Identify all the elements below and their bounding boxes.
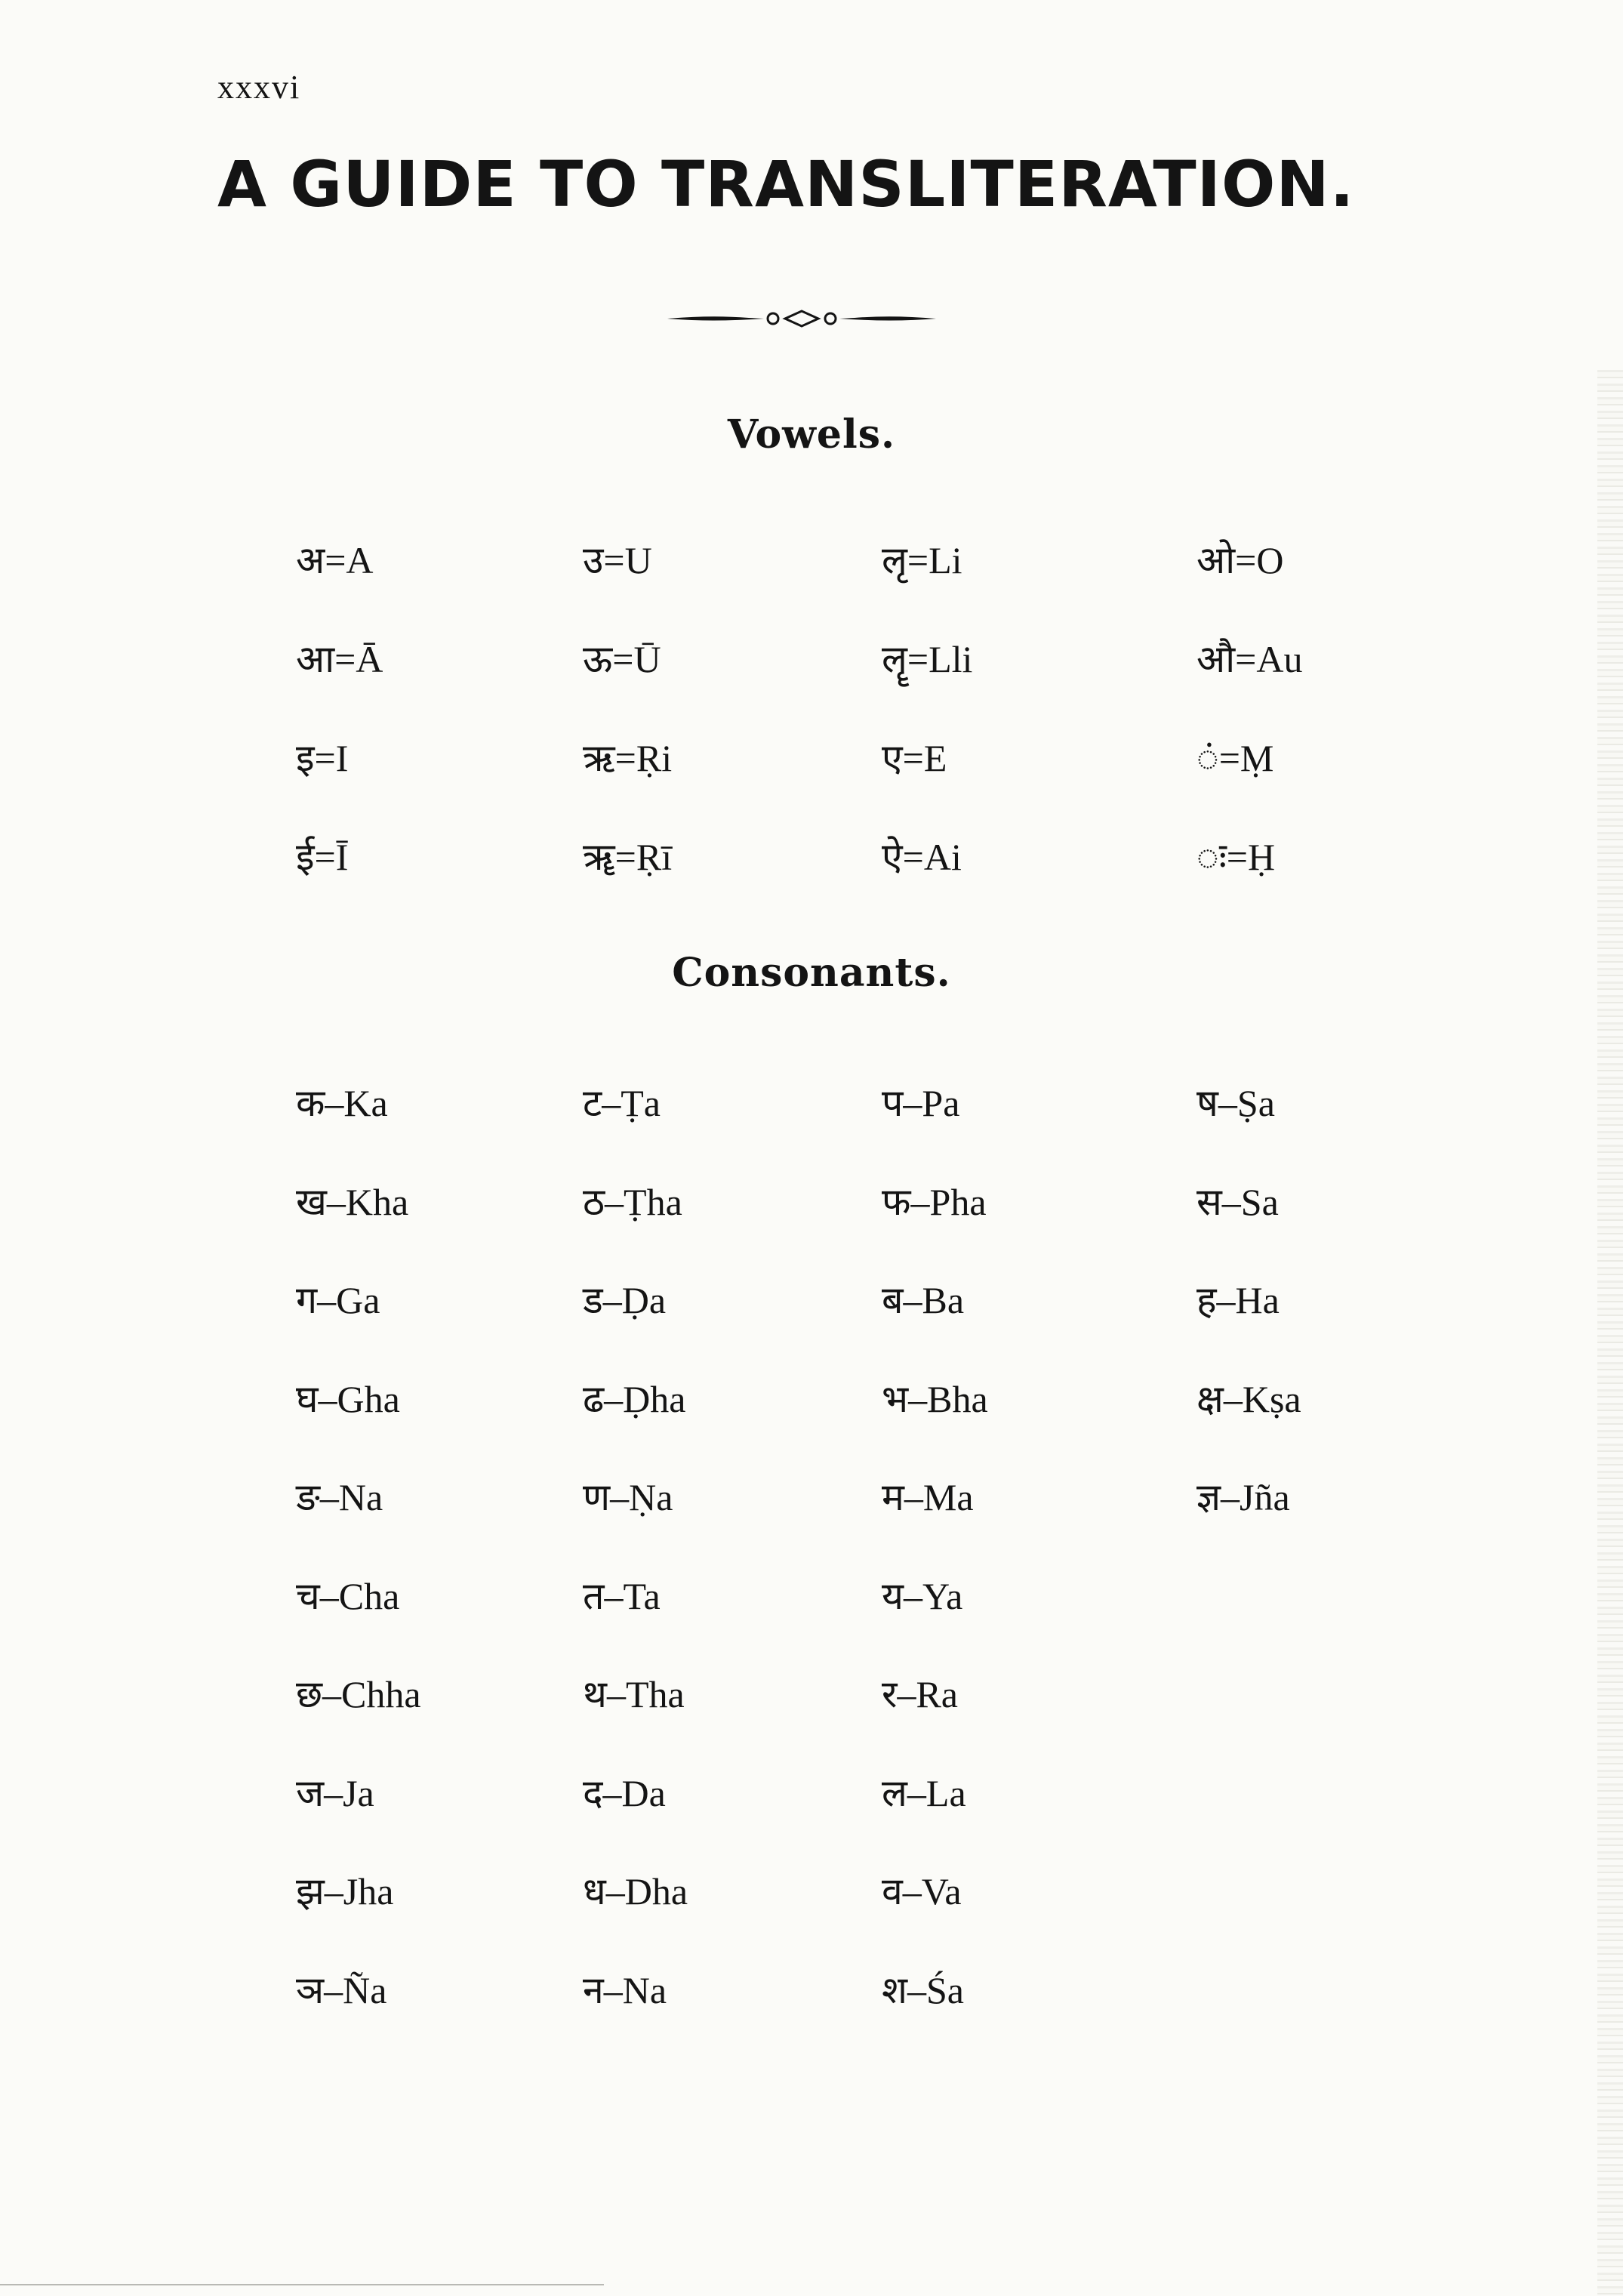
consonants-entry: ज–Ja bbox=[296, 1771, 374, 1814]
consonants-entry: ङ–Na bbox=[296, 1476, 383, 1518]
vowels-entry: ई=Ī bbox=[296, 836, 349, 878]
consonants-entry: थ–Tha bbox=[583, 1673, 685, 1715]
consonants-entry: क–Ka bbox=[296, 1082, 388, 1124]
vowels-entry: ओ=O bbox=[1196, 539, 1284, 581]
consonants-heading: Consonants. bbox=[672, 950, 951, 996]
vowels-entry: ऋ=Ṛi bbox=[583, 737, 673, 779]
vowels-entry: ऐ=Ai bbox=[882, 836, 962, 878]
consonants-entry: य–Ya bbox=[882, 1574, 963, 1617]
vowels-heading: Vowels. bbox=[727, 411, 896, 458]
consonants-entry: भ–Bha bbox=[882, 1377, 988, 1420]
vowels-entry: इ=I bbox=[296, 737, 349, 779]
consonants-entry: न–Na bbox=[583, 1968, 667, 2011]
consonants-entry: ह–Ha bbox=[1196, 1279, 1280, 1321]
vowels-entry: आ=Ā bbox=[296, 638, 383, 680]
page-edge-scan-artifact bbox=[1597, 370, 1623, 2296]
consonants-entry: ड–Ḍa bbox=[583, 1279, 667, 1321]
consonants-entry: प–Pa bbox=[882, 1082, 960, 1124]
consonants-entry: च–Cha bbox=[296, 1574, 400, 1617]
vowels-entry: ः=Ḥ bbox=[1196, 836, 1276, 878]
scroll-ornament-icon bbox=[666, 304, 938, 334]
vowels-entry: ॠ=Ṛī bbox=[583, 836, 673, 878]
consonants-entry: ज्ञ–Jña bbox=[1196, 1476, 1290, 1518]
vowels-entry: लॄ=Lli bbox=[882, 638, 973, 680]
page-number: xxxvi bbox=[217, 69, 301, 106]
consonants-entry: ष–Ṣa bbox=[1196, 1082, 1275, 1124]
vowels-entry: उ=U bbox=[583, 539, 652, 581]
consonants-entry: क्ष–Kṣa bbox=[1196, 1377, 1301, 1420]
consonants-entry: झ–Jha bbox=[296, 1870, 394, 1912]
consonants-entry: म–Ma bbox=[882, 1476, 974, 1518]
consonants-entry: ढ–Ḍha bbox=[583, 1377, 686, 1420]
bottom-rule bbox=[0, 2284, 604, 2285]
vowels-entry: ए=E bbox=[882, 737, 947, 779]
consonants-entry: श–Śa bbox=[882, 1968, 964, 2011]
vowels-entry: औ=Au bbox=[1196, 638, 1303, 680]
consonants-entry: ग–Ga bbox=[296, 1279, 380, 1321]
page-title: A GUIDE TO TRANSLITERATION. bbox=[217, 147, 1355, 221]
consonants-entry: ट–Ṭa bbox=[583, 1082, 661, 1124]
vowels-entry: लृ=Li bbox=[882, 539, 962, 581]
consonants-entry: द–Da bbox=[583, 1771, 666, 1814]
vowels-entry: ं=Ṃ bbox=[1196, 737, 1274, 779]
consonants-entry: त–Ta bbox=[583, 1574, 661, 1617]
consonants-entry: ख–Kha bbox=[296, 1180, 409, 1223]
consonants-entry: ल–La bbox=[882, 1771, 966, 1814]
consonants-entry: फ–Pha bbox=[882, 1180, 987, 1223]
consonants-entry: ध–Dha bbox=[583, 1870, 688, 1912]
vowels-entry: अ=A bbox=[296, 539, 374, 581]
consonants-entry: छ–Chha bbox=[296, 1673, 421, 1715]
consonants-entry: ण–Ṇa bbox=[583, 1476, 673, 1518]
vowels-entry: ऊ=Ū bbox=[583, 638, 661, 680]
consonants-entry: व–Va bbox=[882, 1870, 962, 1912]
consonants-entry: ब–Ba bbox=[882, 1279, 965, 1321]
consonants-entry: र–Ra bbox=[882, 1673, 958, 1715]
consonants-entry: ठ–Ṭha bbox=[583, 1180, 682, 1223]
consonants-entry: ञ–Ña bbox=[296, 1968, 387, 2011]
consonants-entry: स–Sa bbox=[1196, 1180, 1279, 1223]
consonants-entry: घ–Gha bbox=[296, 1377, 400, 1420]
